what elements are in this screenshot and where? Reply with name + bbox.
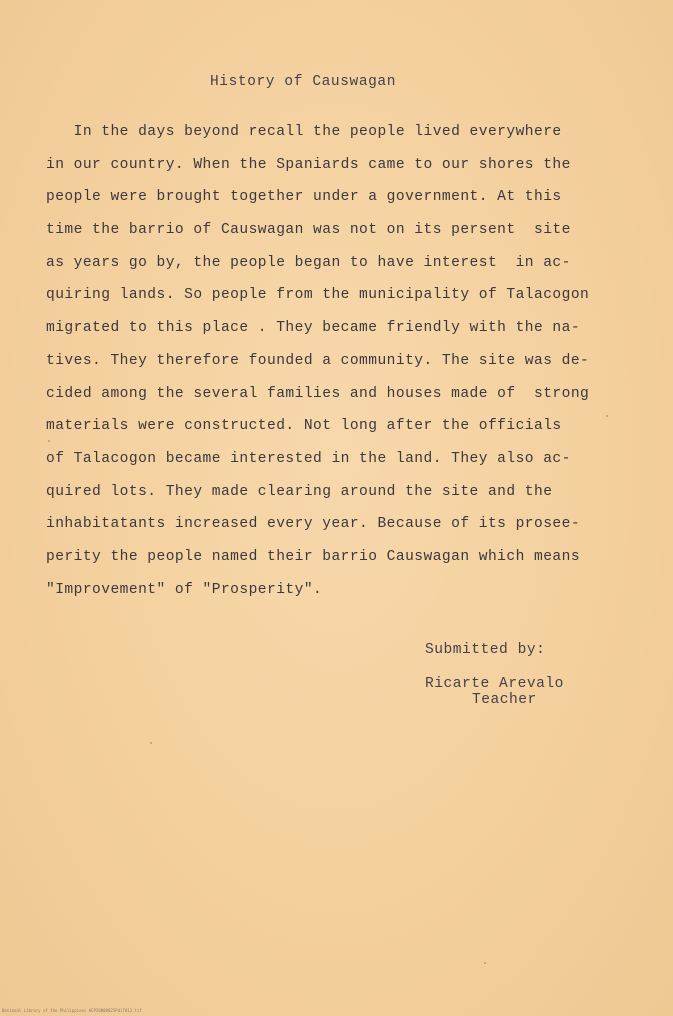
signatory-name: Ricarte Arevalo	[425, 676, 564, 692]
body-line: quiring lands. So people from the municipality of Talacogon	[46, 287, 590, 304]
body-line: migrated to this place . They became friendly with the na-	[46, 320, 581, 337]
body-line: time the barrio of Causwagan was not on its persent site	[46, 222, 571, 239]
body-line: "Improvement" of "Prosperity".	[46, 581, 323, 598]
body-line: quired lots. They made clearing around the site and the	[46, 483, 553, 500]
archive-footer: National Library of the Philippines HCP20000025Pdi7013.tif	[2, 1008, 142, 1013]
body-line: as years go by, the people began to have interest in ac-	[46, 254, 571, 271]
body-line: tives. They therefore founded a community. The site was de-	[46, 352, 590, 369]
submitted-by-label: Submitted by:	[425, 642, 546, 658]
body-line: in our country. When the Spaniards came to our shores the	[46, 156, 571, 173]
paper-speck	[48, 440, 50, 442]
body-line: of Talacogon became interested in the land. They also ac-	[46, 450, 571, 467]
body-line: In the days beyond recall the people lived everywhere	[46, 124, 562, 140]
document-body	[46, 121, 646, 611]
document-title: History of Causwagan	[210, 74, 397, 90]
body-line: inhabitatants increased every year. Because of its prosee-	[46, 516, 581, 533]
body-line: cided among the several families and houses made of strong	[46, 385, 590, 402]
signatory-role: Teacher	[472, 692, 537, 708]
paper-speck	[606, 415, 608, 417]
body-line: perity the people named their barrio Causwagan which means	[46, 548, 581, 565]
paper-speck	[150, 742, 152, 744]
paper-speck	[484, 962, 486, 964]
body-line: people were brought together under a government. At this	[46, 189, 562, 206]
body-line: materials were constructed. Not long after the officials	[46, 418, 562, 435]
